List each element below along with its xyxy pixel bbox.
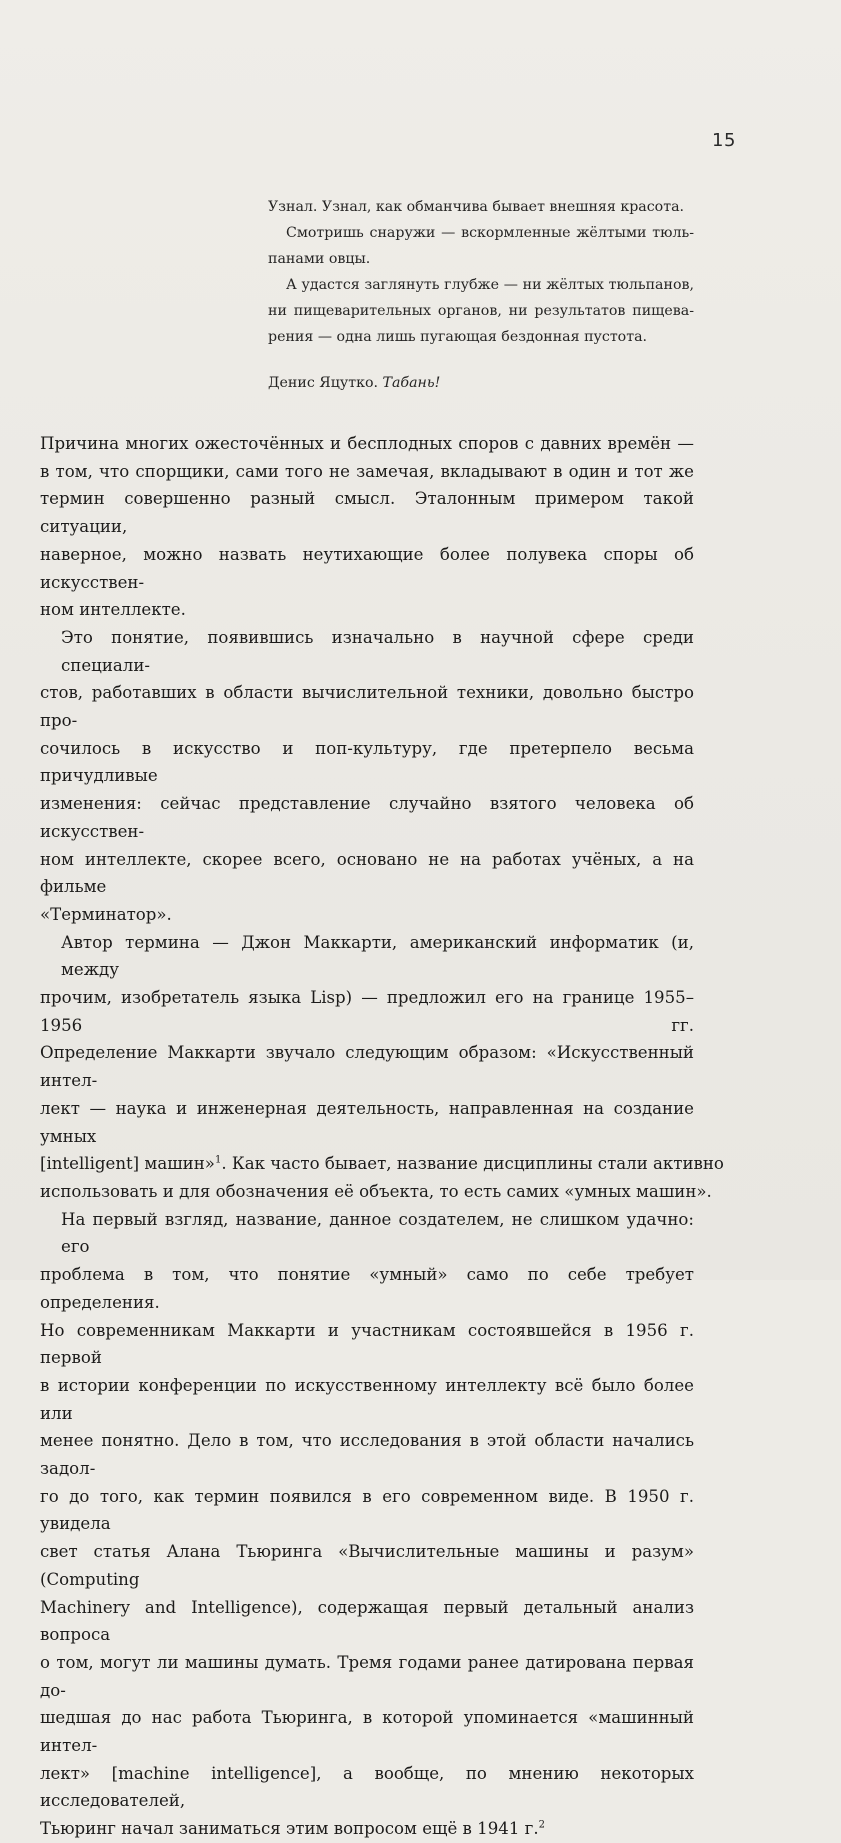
text-line: наверное, можно назвать неутихающие более полувека споры об искусствен-: [40, 544, 694, 592]
epigraph-work-title: Табань!: [382, 375, 441, 391]
text-line: Это понятие, появившись изначально в научной сфере среди специали-: [61, 627, 694, 675]
text-line: Machinery and Intelligence), содержащая первый детальный анализ вопроса: [40, 1597, 694, 1645]
epigraph-line: рения — одна лишь пугающая бездонная пустота.: [268, 329, 648, 345]
text-line: шедшая до нас работа Тьюринга, в которой упоминается «машинный интел-: [40, 1708, 694, 1756]
epigraph-line: панами овцы.: [268, 251, 371, 267]
text-line: ном интеллекте.: [40, 600, 186, 620]
text-line: лект — наука и инженерная деятельность, направленная на создание умных: [40, 1098, 694, 1146]
text-line: Причина многих ожесточённых и бесплодных споров с давних времён —: [40, 434, 694, 453]
text-line: «Терминатор».: [40, 904, 172, 924]
footnote-ref[interactable]: 2: [538, 1819, 545, 1831]
text-line: использовать и для обозначения её объекта, то есть самих «умных машин».: [40, 1181, 712, 1201]
text-line: проблема в том, что понятие «умный» само по себе требует определения.: [40, 1265, 694, 1312]
text-line: прочим, изобретатель языка Lisp) — предложил его на границе 1955–1956 гг.: [40, 988, 694, 1035]
text-line: свет статья Алана Тьюринга «Вычислительные машины и разум» (Computing: [40, 1542, 694, 1589]
text-line: го до того, как термин появился в его современном виде. В 1950 г. увидела: [40, 1486, 694, 1534]
text-line: лект» [machine intelligence], а вообще, по мнению некоторых исследователей,: [40, 1763, 694, 1811]
epigraph-line: А удастся заглянуть глубже — ни жёлтых тюльпанов,: [286, 277, 694, 293]
text-line: На первый взгляд, название, данное создателем, не слишком удачно: его: [61, 1209, 694, 1257]
text-fragment: . Как часто бывает, название дисциплины стали активно: [221, 1154, 724, 1174]
text-line: Определение Маккарти звучало следующим образом: «Искусственный интел-: [40, 1043, 694, 1091]
text-fragment: Тьюринг начал заниматься этим вопросом ещё в 1941 г.: [40, 1819, 539, 1839]
text-line: о том, могут ли машины думать. Тремя годами ранее датирована первая до-: [40, 1652, 694, 1700]
epigraph-line: ни пищеварительных органов, ни результатов пищева-: [268, 303, 694, 319]
text-line: в истории конференции по искусственному интеллекту всё было более или: [40, 1375, 694, 1423]
text-line: термин совершенно разный смысл. Эталонным примером такой ситуации,: [40, 489, 694, 537]
epigraph-line: Узнал. Узнал, как обманчива бывает внешняя красота.: [268, 199, 685, 215]
text-line: стов, работавших в области вычислительной техники, довольно быстро про-: [40, 683, 694, 731]
text-line: ном интеллекте, скорее всего, основано не на работах учёных, а на фильме: [40, 849, 694, 897]
epigraph-author: Денис Яцутко.: [268, 375, 378, 391]
text-line: в том, что спорщики, сами того не замечая, вкладывают в один и тот же: [40, 461, 694, 481]
text-line: Но современникам Маккарти и участникам состоявшейся в 1956 г. первой: [40, 1320, 694, 1368]
text-line-with-footnote: [40, 1150, 724, 1178]
text-line: менее понятно. Дело в том, что исследования в этой области начались задол-: [40, 1431, 694, 1479]
main-text: [40, 430, 724, 1843]
epigraph-attribution: [268, 370, 694, 396]
text-line-with-footnote: [40, 1815, 694, 1843]
text-fragment: [intelligent] машин»: [40, 1154, 215, 1174]
text-line: сочилось в искусство и поп-культуру, где претерпело весьма причудливые: [40, 738, 694, 786]
text-line: изменения: сейчас представление случайно взятого человека об искусствен-: [40, 794, 694, 841]
text-line: Автор термина — Джон Маккарти, американский информатик (и, между: [61, 932, 694, 980]
epigraph-line: Смотришь снаружи — вскормленные жёлтыми тюль-: [286, 225, 694, 241]
page-number: 15: [712, 130, 736, 151]
footnote-ref[interactable]: 1: [214, 1154, 222, 1166]
epigraph: [268, 194, 694, 396]
